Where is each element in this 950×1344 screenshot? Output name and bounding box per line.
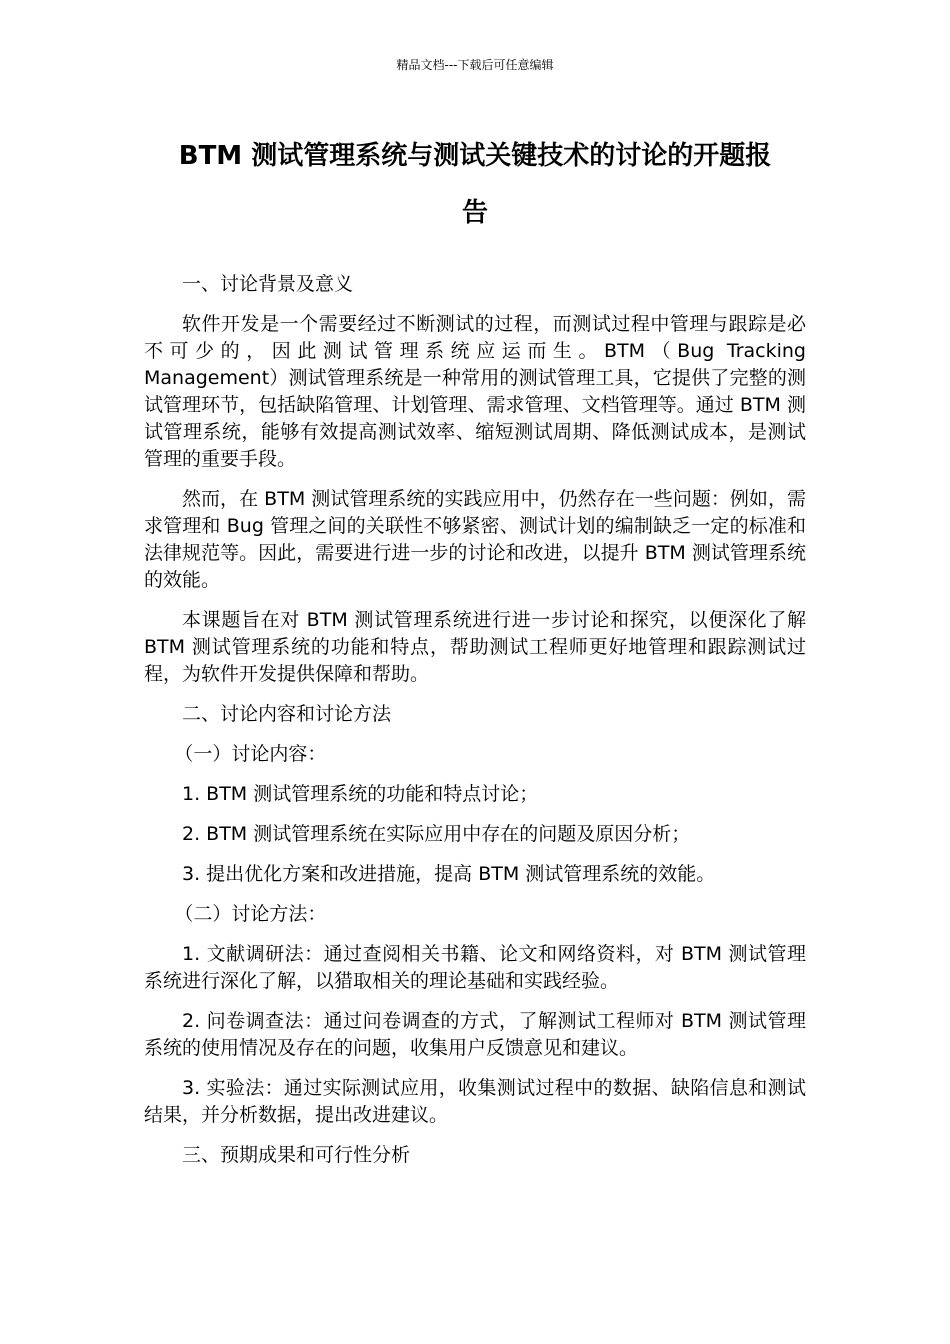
content-list-item: 2. BTM 测试管理系统在实际应用中存在的问题及原因分析； [182,823,691,845]
method-list-item: 3. 实验法：通过实际测试应用，收集测试过程中的数据、缺陷信息和测试结果，并分析数据，提出改进建议。 [144,1077,806,1126]
paragraph-problems: 然而，在 BTM 测试管理系统的实践应用中，仍然存在一些问题：例如，需求管理和 Bug 管理之间的关联性不够紧密、测试计划的编制缺乏一定的标准和法律规范等。因此，需要进行进一步的讨论和改进，以提升 BTM 测试管理系统的效能。 [144,488,806,591]
document-body [144,271,806,1182]
paragraph-purpose: 本课题旨在对 BTM 测试管理系统进行进一步讨论和探究，以便深化了解 BTM 测试管理系统的功能和特点，帮助测试工程师更好地管理和跟踪测试过程，为软件开发提供保障和帮助。 [144,609,806,685]
section-3-heading: 三、预期成果和可行性分析 [182,1144,411,1166]
content-list-item: 1. BTM 测试管理系统的功能和特点讨论； [182,783,539,805]
subsection-method-heading: （二）讨论方法： [174,903,327,925]
method-list-item: 2. 问卷调查法：通过问卷调查的方式，了解测试工程师对 BTM 测试管理系统的使用情况及存在的问题，收集用户反馈意见和建议。 [144,1010,806,1059]
page-header-note: 精品文档---下载后可任意编辑 [396,58,554,72]
method-list-item: 1. 文献调研法：通过查阅相关书籍、论文和网络资料，对 BTM 测试管理系统进行深化了解，以猎取相关的理论基础和实践经验。 [144,943,806,992]
paragraph-background: 软件开发是一个需要经过不断测试的过程，而测试过程中管理与跟踪是必不可少的，因此测试管理系统应运而生。BTM（Bug Tracking Management）测试管理系统是一种常用的测试管理工具，它提供了完整的测试管理环节，包括缺陷管理、计划管理、需求管理、文档管理等。通过 BTM 测试管理系统，能够有效提高测试效率、缩短测试周期、降低测试成本，是测试管理的重要手段。 [144,313,806,470]
document-title-line-1: BTM 测试管理系统与测试关键技术的讨论的开题报 [178,141,772,171]
section-1-heading: 一、讨论背景及意义 [182,273,354,295]
section-2-heading: 二、讨论内容和讨论方法 [182,703,392,725]
subsection-content-heading: （一）讨论内容： [174,743,327,765]
document-title-line-2: 告 [461,198,488,228]
content-list-item: 3. 提出优化方案和改进措施，提高 BTM 测试管理系统的效能。 [182,863,716,885]
